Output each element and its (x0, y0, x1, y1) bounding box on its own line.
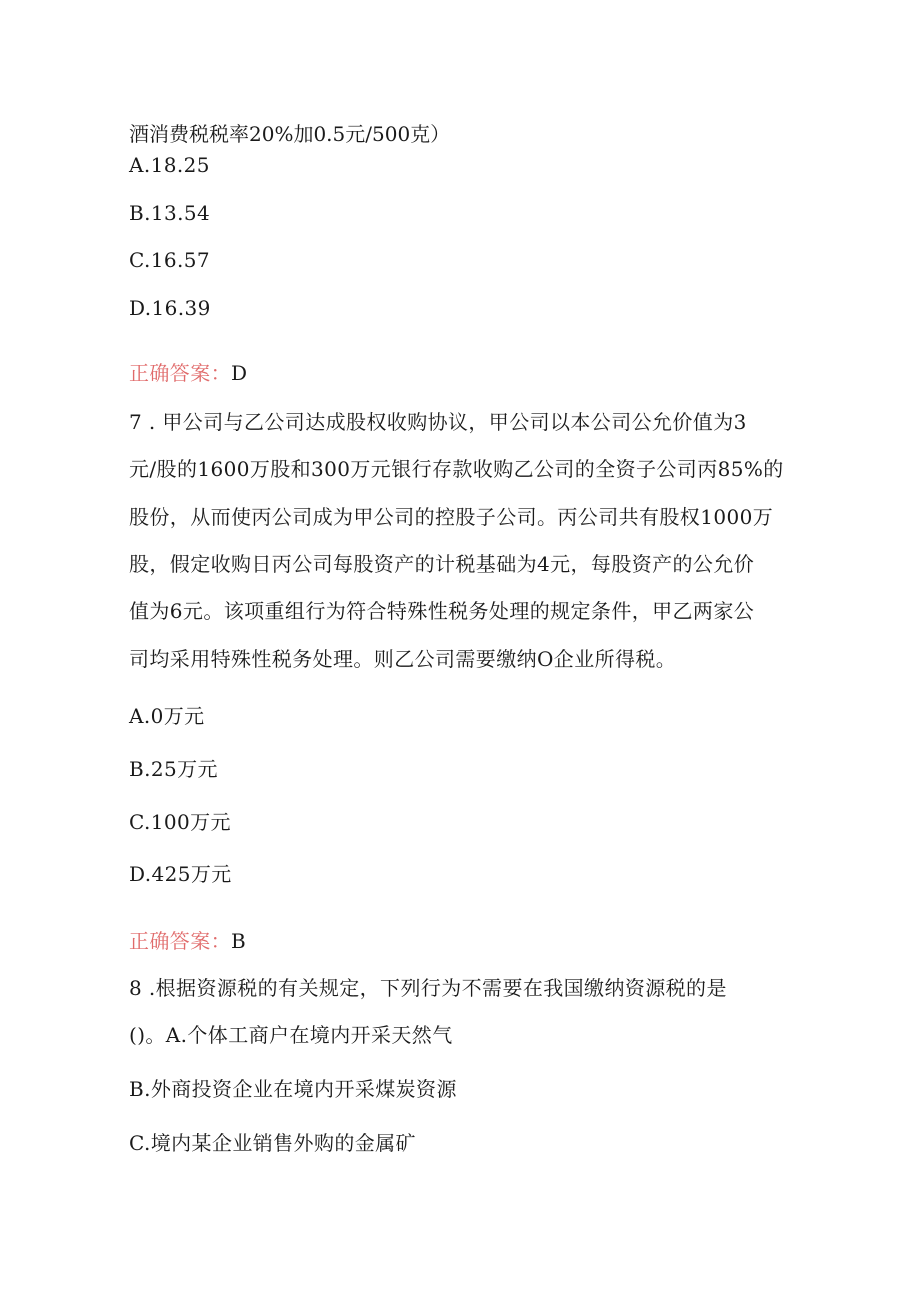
q8-stem-line: ()。A.个体工商户在境内开采天然气 (129, 1023, 453, 1047)
q7-option-c: C.100万元 (129, 810, 231, 834)
q7-stem-line: 值为6元。该项重组行为符合特殊性税务处理的规定条件，甲乙两家公 (129, 599, 755, 623)
q6-option-d: D.16.39 (129, 296, 211, 320)
q7-answer-value: B (231, 929, 247, 953)
q7-stem-line: 元/股的1600万股和300万元银行存款收购乙公司的全资子公司丙85%的 (129, 457, 784, 481)
q6-option-b: B.13.54 (129, 201, 211, 225)
q7-answer-label: 正确答案： (129, 929, 231, 953)
q7-stem-line: 股份，从而使丙公司成为甲公司的控股子公司。丙公司共有股权1000万 (129, 505, 774, 529)
q7-option-d: D.425万元 (129, 862, 232, 886)
q6-answer (129, 361, 247, 385)
q7-stem-line: 司均采用特殊性税务处理。则乙公司需要缴纳O企业所得税。 (129, 647, 677, 671)
q7-stem-line: 股，假定收购日丙公司每股资产的计税基础为4元，每股资产的公允价 (129, 552, 755, 576)
q7-option-b: B.25万元 (129, 757, 218, 781)
q8-stem-line: 8 .根据资源税的有关规定，下列行为不需要在我国缴纳资源税的是 (129, 976, 727, 1000)
q8-option-c: C.境内某企业销售外购的金属矿 (129, 1131, 416, 1155)
q6-option-c: C.16.57 (129, 248, 211, 272)
q7-answer (129, 929, 246, 953)
q6-option-a: A.18.25 (129, 153, 210, 177)
q6-stem-tail: 酒消费税税率20%加0.5元/500克） (129, 122, 451, 146)
q7-option-a: A.0万元 (129, 704, 205, 728)
q6-answer-label: 正确答案： (129, 361, 231, 385)
q8-option-b: B.外商投资企业在境内开采煤炭资源 (129, 1077, 457, 1101)
q7-stem-line: 7 . 甲公司与乙公司达成股权收购协议，甲公司以本公司公允价值为3 (129, 410, 747, 434)
q6-answer-value: D (231, 361, 248, 385)
